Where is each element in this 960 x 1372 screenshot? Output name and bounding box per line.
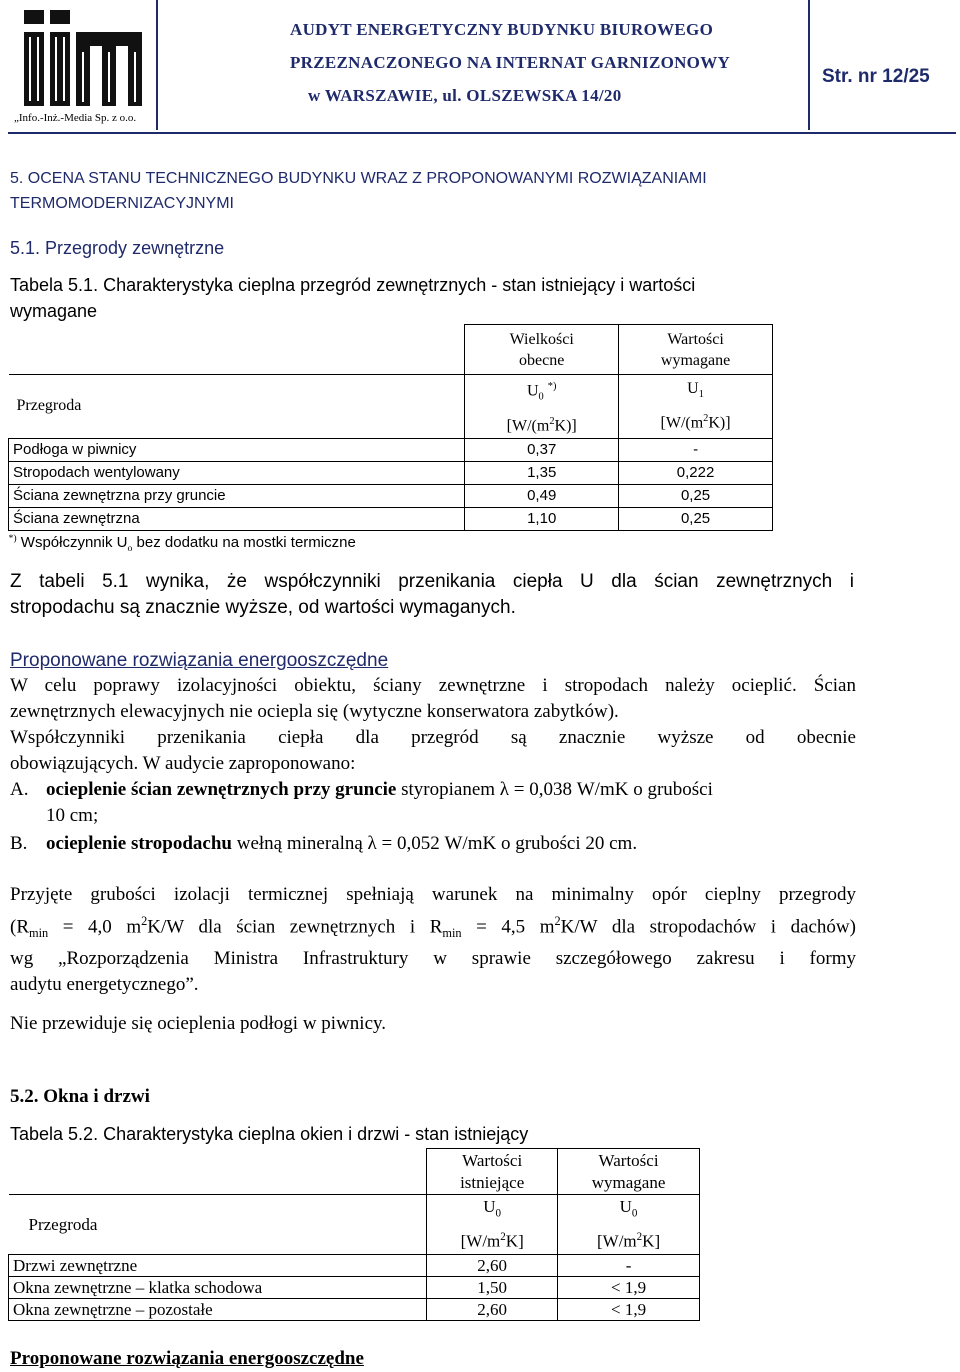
table-row: Drzwi zewnętrzne 2,60 - <box>9 1255 700 1277</box>
t51-col2-header: Wielkości obecne <box>465 325 619 375</box>
para1-line2: stropodachu są znacznie wyższe, od wartości wymaganych. <box>10 597 516 618</box>
logo-caption: „Info.-Inż.-Media Sp. z o.o. <box>14 112 137 124</box>
section-51-title: 5.1. Przegrody zewnętrzne <box>10 238 225 258</box>
paragraph-no-floor-insulation: Nie przewiduje się ocieplenia podłogi w piwnicy. <box>10 1013 387 1034</box>
section-5-title <box>10 166 707 216</box>
t51-col1-header: Przegroda <box>9 375 465 439</box>
t52-col2-unit: $U_0$ $[W/m^2K]$ <box>427 1195 558 1255</box>
t52-col2-header: Wartości istniejące <box>427 1149 558 1195</box>
table-52-caption: Tabela 5.2. Charakterystyka cieplna okien i drzwi - stan istniejący <box>10 1124 529 1144</box>
table-row: Okna zewnętrzne – pozostałe 2,60 < 1,9 <box>9 1299 700 1321</box>
table-51-caption-line2: wymagane <box>10 301 98 321</box>
paragraph-table-conclusion <box>10 569 854 621</box>
t51-col2-unit: $U_0$ *) $[W/(m^2K)]$ <box>465 375 619 439</box>
para2-line2: zewnętrznych elewacyjnych nie ociepla się (wytyczne konserwatora zabytków). <box>10 701 619 722</box>
header <box>8 0 956 134</box>
header-title-line2: PRZEZNACZONEGO NA INTERNAT GARNIZONOWY <box>290 53 731 72</box>
table-51-caption <box>10 272 695 324</box>
proposals-heading-52: Proponowane rozwiązania energooszczędne <box>10 1348 364 1369</box>
paragraph-insulation <box>10 882 856 998</box>
para2-line3: Współczynniki przenikania ciepła dla przegród są znacznie wyższe od obecnie <box>10 727 856 748</box>
t52-col3-header: Wartości wymagane <box>558 1149 700 1195</box>
logo-graphic <box>24 10 144 106</box>
table-row: Ściana zewnętrzna 1,10 0,25 <box>9 507 773 530</box>
table-5-1 <box>8 324 773 556</box>
table-51-caption-line1: Tabela 5.1. Charakterystyka cieplna przegród zewnętrznych - stan istniejący i wartości <box>10 275 696 295</box>
para3-line3: wg „Rozporządzenia Ministra Infrastruktury w sprawie szczegółowego zakresu i formy <box>10 948 856 970</box>
proposals-heading-51: Proponowane rozwiązania energooszczędne <box>10 650 389 671</box>
table-row: Ściana zewnętrzna przy gruncie 0,49 0,25 <box>9 484 773 507</box>
table-5-2 <box>8 1148 700 1321</box>
t52-col1-header: Przegroda <box>9 1195 427 1255</box>
para1-line1: Z tabeli 5.1 wynika, że współczynniki przenikania ciepła U dla ścian zewnętrznych i <box>10 571 854 592</box>
paragraph-proposals <box>10 673 856 777</box>
section-5-title-line1: 5. OCENA STANU TECHNICZNEGO BUDYNKU WRAZ Z PROPONOWANYMI ROZWIĄZANIAMI <box>10 170 707 187</box>
para2-line1: W celu poprawy izolacyjności obiektu, ściany zewnętrzne i stropodach należy ocieplić. Ścian <box>10 675 856 696</box>
section-5-title-line2: TERMOMODERNIZACYJNYMI <box>10 195 234 212</box>
page-number: Str. nr 12/25 <box>822 66 930 87</box>
list-item-b: B. ocieplenie stropodachu wełną mineralną λ = 0,052 W/mK o grubości 20 cm. <box>10 833 638 854</box>
t52-col3-unit: $U_0$ $[W/m^2K]$ <box>558 1195 700 1255</box>
para3-line2: ($R_{min} = 4,0$ $m^2K/W$ dla ścian zewnętrznych i $R_{min} = 4,5$ $m^2K/W$ dla stropodachów i dachów) <box>10 914 856 941</box>
list-item-a: A. ocieplenie ścian zewnętrznych przy gruncie styropianem λ = 0,038 W/mK o grubości 10 cm; <box>10 779 713 826</box>
para3-line4: audytu energetycznego”. <box>10 974 199 996</box>
table-row: Okna zewnętrzne – klatka schodowa 1,50 < 1,9 <box>9 1277 700 1299</box>
header-title-line1: AUDYT ENERGETYCZNY BUDYNKU BIUROWEGO <box>290 20 714 39</box>
company-logo <box>8 0 158 130</box>
header-title-line3: w WARSZAWIE, ul. OLSZEWSKA 14/20 <box>308 86 622 105</box>
page-divider <box>808 0 810 130</box>
table-row: Stropodach wentylowany 1,35 0,222 <box>9 461 773 484</box>
t51-col3-unit: $U_1$ $[W/(m^2K)]$ <box>619 375 773 439</box>
t51-col3-header: Wartości wymagane <box>619 325 773 375</box>
table-footnote: *) Współczynnik $U_o$ bez dodatku na mostki termiczne <box>9 530 773 556</box>
para2-line4: obowiązujących. W audycie zaproponowano: <box>10 753 356 774</box>
section-52-title: 5.2. Okna i drzwi <box>10 1086 150 1107</box>
table-row: Podłoga w piwnicy 0,37 - <box>9 438 773 461</box>
para3-line1: Przyjęte grubości izolacji termicznej spełniają warunek na minimalny opór cieplny przegrody <box>10 884 856 905</box>
